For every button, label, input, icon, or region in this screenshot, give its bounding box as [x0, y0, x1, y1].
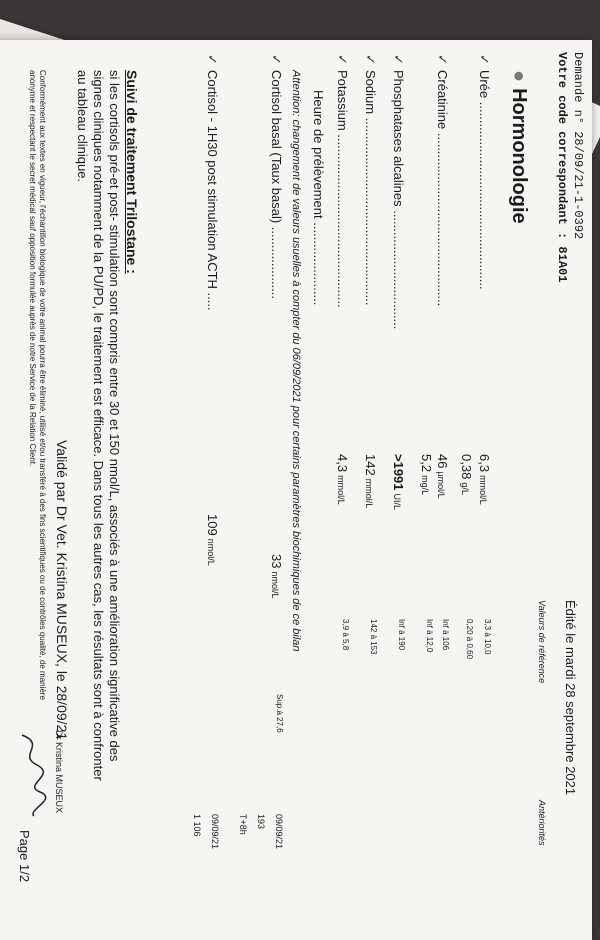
correspondent-code: Votre code correspondant : 81A01 [555, 52, 569, 283]
previous-note-row [226, 54, 248, 934]
previous-date: 09/09/21 [274, 814, 284, 850]
check-icon: ✓ [269, 54, 284, 65]
edited-date: Édité le mardi 28 septembre 2021 [563, 600, 578, 796]
result-value: 109nmol/L [205, 514, 220, 566]
check-icon: ✓ [205, 54, 220, 65]
sampling-time-row [304, 54, 326, 934]
previous-value-row [180, 54, 202, 934]
report-header [554, 52, 586, 282]
result-label: Créatinine ................................................ [435, 70, 450, 307]
result-label: Potassium ................................................ [335, 70, 350, 308]
check-icon: ✓ [435, 54, 450, 65]
result-label: Urée .................................................... [477, 70, 492, 290]
check-icon: ✓ [363, 54, 378, 65]
result-row [356, 54, 378, 934]
result-value: 5,2mg/L [419, 454, 434, 496]
reference-range: 142 à 153 [369, 619, 378, 655]
bullet-icon: ● [508, 70, 530, 83]
check-icon: ✓ [477, 54, 492, 65]
previous-note: T+8h [238, 814, 248, 835]
previous-results-title: Antériorités [537, 800, 547, 846]
result-label: Phosphatases alcalines ................................. [391, 70, 406, 330]
result-value: >1991UI/L [391, 454, 406, 511]
result-row [384, 54, 406, 934]
reference-range: 3,3 à 10,0 [483, 619, 492, 655]
reference-range: Inf à 106 [441, 619, 450, 651]
check-icon: ✓ [335, 54, 350, 65]
result-value: 33nmol/L [269, 554, 284, 599]
result-row [452, 54, 474, 934]
attention-note: Attention: changement de valeurs usuelles à compter du 06/09/2021 pour certains paramètres biochimiques de ce bilan [290, 70, 302, 652]
reference-range: Inf à 190 [397, 619, 406, 651]
result-row [328, 54, 350, 934]
signer-name: Dr Kristina MUSEUX [54, 730, 64, 814]
result-label: Sodium .................................................... [363, 70, 378, 306]
result-value: 46µmol/L [435, 454, 450, 499]
check-icon: ✓ [391, 54, 406, 65]
result-label: Cortisol - 1H30 post stimulation ACTH ..... [205, 70, 220, 311]
result-row [412, 54, 434, 934]
previous-value: 193 [256, 814, 266, 830]
treatment-followup-title: Suivi de traitement Trilostane : [124, 70, 140, 274]
reference-range: Sup.à 27,6 [275, 694, 284, 733]
validation-line: Validé par Dr Vet. Kristina MUSEUX, le 28/09/21 [54, 440, 70, 741]
result-value: 0,38g/L [459, 454, 474, 495]
previous-date: 09/09/21 [210, 814, 220, 850]
result-value: 6,3mmol/L [477, 454, 492, 505]
result-label: Cortisol basal (Taux basal) .................... [269, 70, 284, 300]
reference-values-title: Valeurs de référence [537, 600, 547, 684]
treatment-followup-text: si les cortisols pré-et post- stimulation sont compris entre 30 et 150 nmol/L, associés à une amélioration significative des signes cliniques notamment de la PU/PD, le traitement est efficace. Dans tous les autres cas, les résultats sont à confronter au tableau clinique. [75, 70, 122, 781]
reference-range: Inf à 12,0 [425, 619, 434, 653]
request-number: Demande n° 28/09/21-1-0392 [571, 52, 585, 240]
legal-notice: Conformément aux textes en vigueur, l'échantillon biologique de votre animal pourra être éliminé, utilisé et/ou transféré à des fins scientifiques ou de contrôles qualité, de manière anonyme et respectant le secret médical sauf opposition formulée auprès de notre Service de la Relation Client. [28, 70, 47, 700]
reference-range: 3,9 à 5,8 [341, 619, 350, 651]
signature-image [12, 730, 52, 820]
result-value: 4,3mmol/L [335, 454, 350, 505]
previous-value: 1 106 [192, 814, 202, 837]
section-title: ●Hormonologie [508, 70, 530, 224]
reference-range: 0,20 à 0,60 [465, 619, 474, 660]
lab-report-page [0, 40, 592, 940]
sampling-time-label: Heure de prélèvement ....................... [311, 90, 326, 306]
result-value: 142mmol/L [363, 454, 378, 509]
page-number: Page 1/2 [17, 830, 32, 883]
